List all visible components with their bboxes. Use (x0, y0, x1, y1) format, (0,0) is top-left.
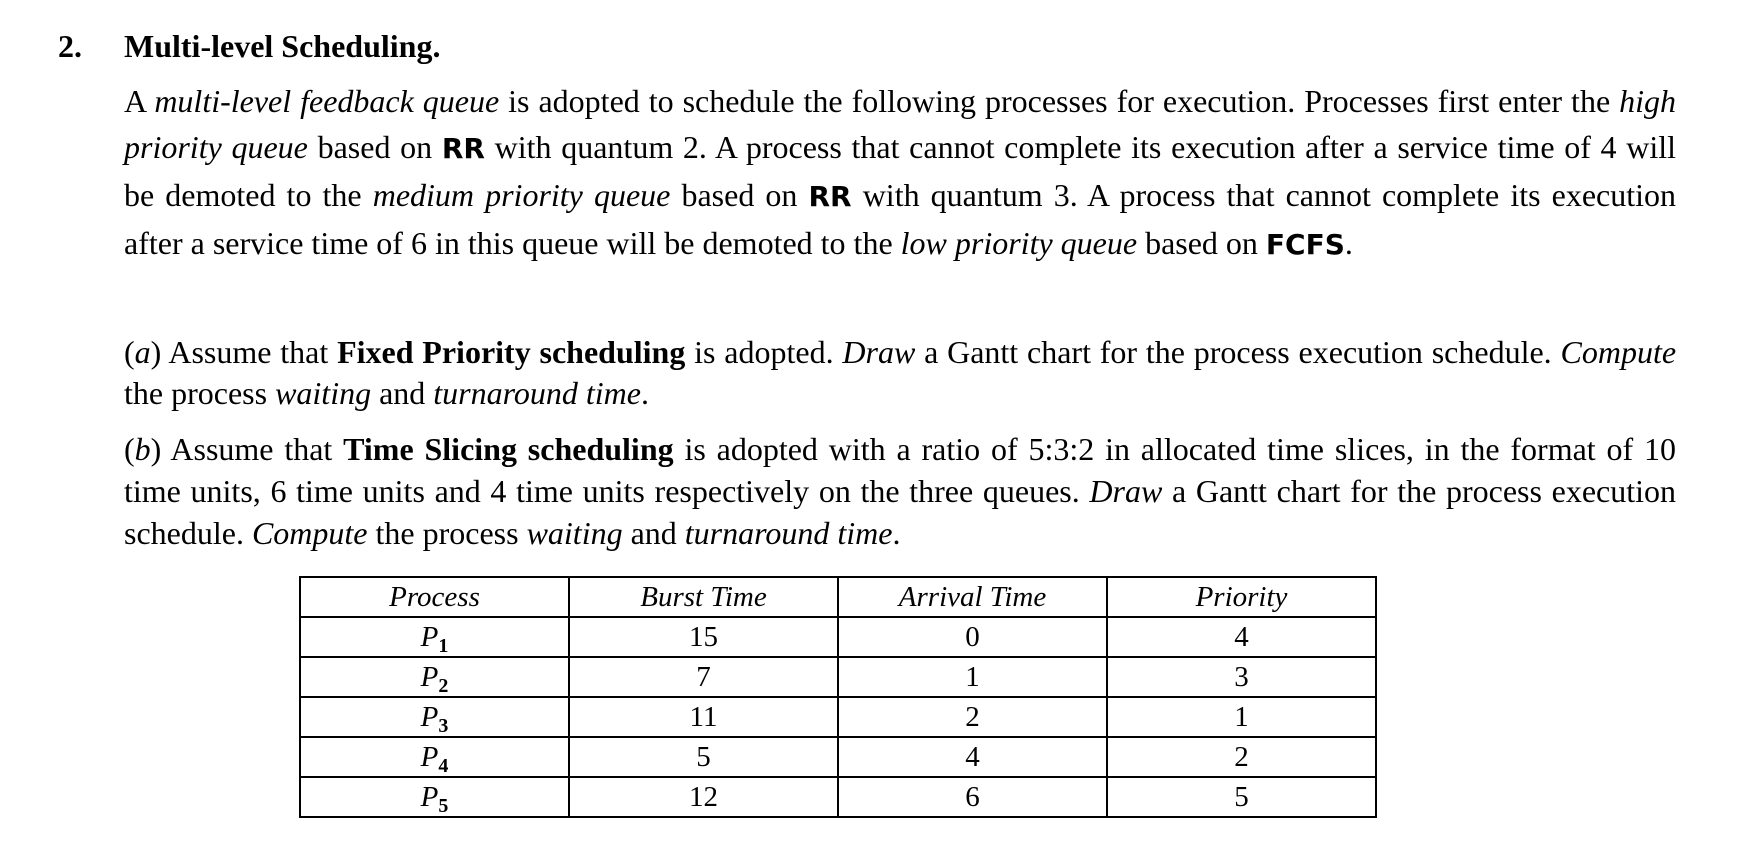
table-header-row (300, 577, 1376, 617)
intro-paragraph: A multi-level feedback queue is adopted to schedule the following processes for execution. Processes first enter the high priority queue based on RR with quantum 2. A process that cannot complete its execution after a service time of 4 will be demoted to the medium priority queue based on RR with quantum 3. A process that cannot complete its execution after a service time of 6 in this queue will be demoted to the low priority queue based on FCFS. (124, 83, 1677, 261)
table-row (300, 657, 1376, 697)
burst-time: 12 (569, 777, 838, 817)
process-name: $P_3$ (300, 697, 569, 737)
question-number: 2. (58, 28, 82, 64)
priority: 4 (1107, 617, 1376, 657)
burst-time: 11 (569, 697, 838, 737)
process-name: $P_2$ (300, 657, 569, 697)
part-b-paragraph: (b) Assume that Time Slicing scheduling is adopted with a ratio of 5:3:2 in allocated time slices, in the format of 10 time units, 6 time units and 4 time units respectively on the three queues. Draw a Gantt chart for the process execution schedule. Compute the process waiting and turnaround time. (124, 431, 1677, 551)
arrival-time: 2 (838, 697, 1107, 737)
process-name: $P_1$ (300, 617, 569, 657)
priority: 3 (1107, 657, 1376, 697)
table-row (300, 617, 1376, 657)
header-arrival-time: Arrival Time (838, 577, 1107, 617)
priority: 5 (1107, 777, 1376, 817)
table-row (300, 737, 1376, 777)
header-priority: Priority (1107, 577, 1376, 617)
process-name: $P_4$ (300, 737, 569, 777)
question-title: Multi-level Scheduling. (124, 28, 441, 64)
process-table (299, 576, 1377, 818)
burst-time: 5 (569, 737, 838, 777)
process-name: $P_5$ (300, 777, 569, 817)
header-process: Process (300, 577, 569, 617)
burst-time: 7 (569, 657, 838, 697)
table-row (300, 777, 1376, 817)
arrival-time: 6 (838, 777, 1107, 817)
table-row (300, 697, 1376, 737)
arrival-time: 0 (838, 617, 1107, 657)
header-burst-time: Burst Time (569, 577, 838, 617)
arrival-time: 4 (838, 737, 1107, 777)
priority: 1 (1107, 697, 1376, 737)
arrival-time: 1 (838, 657, 1107, 697)
burst-time: 15 (569, 617, 838, 657)
part-a-paragraph: (a) Assume that Fixed Priority scheduling is adopted. Draw a Gantt chart for the process execution schedule. Compute the process waiting and turnaround time. (124, 334, 1677, 411)
priority: 2 (1107, 737, 1376, 777)
